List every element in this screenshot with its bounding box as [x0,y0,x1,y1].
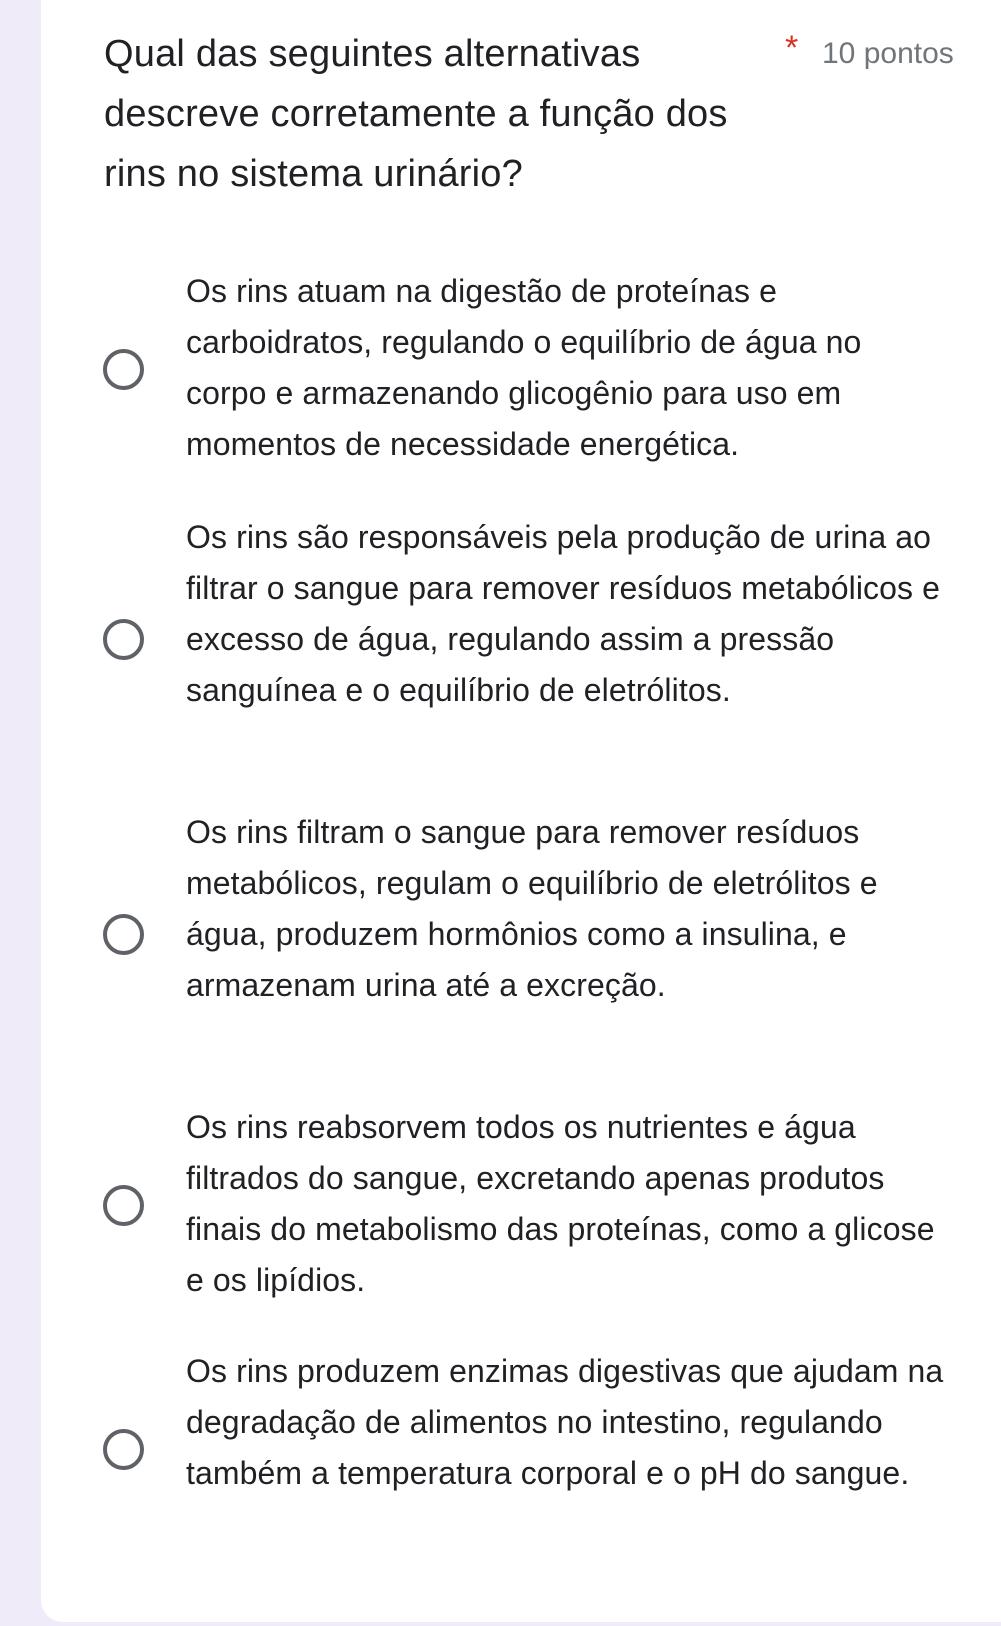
answer-option-5[interactable] [0,1346,1001,1556]
radio-button-4[interactable] [103,1185,144,1226]
radio-button-2[interactable] [103,619,144,660]
answer-option-1[interactable] [0,266,1001,476]
required-asterisk: * [785,29,799,67]
radio-button-3[interactable] [103,914,144,955]
points-label: 10 pontos [822,37,954,70]
answer-option-label-2: Os rins são responsáveis pela produção de urina ao filtrar o sangue para remover resíduos metabólicos e excesso de água, regulando assim a pressão sanguínea e o equilíbrio de eletrólitos. [186,519,941,708]
answer-option-3[interactable] [0,807,1001,1067]
radio-button-5[interactable] [103,1429,144,1470]
answer-option-2[interactable] [0,512,1001,772]
answer-option-label-3: Os rins filtram o sangue para remover resíduos metabólicos, regulam o equilíbrio de eletrólitos e água, produzem hormônios como a insulina, e armazenam urina até a excreção. [186,814,878,1003]
question-title: Qual das seguintes alternativas descreve corretamente a função dos rins no sistema urinário? [104,33,728,195]
answer-option-4[interactable] [0,1102,1001,1312]
answer-option-label-5: Os rins produzem enzimas digestivas que ajudam na degradação de alimentos no intestino, regulando também a temperatura corporal e o pH do sangue. [186,1353,944,1491]
radio-button-1[interactable] [103,349,144,390]
answer-option-label-1: Os rins atuam na digestão de proteínas e carboidratos, regulando o equilíbrio de água no corpo e armazenando glicogênio para uso em momentos de necessidade energética. [186,273,862,462]
answer-option-label-4: Os rins reabsorvem todos os nutrientes e água filtrados do sangue, excretando apenas produtos finais do metabolismo das proteínas, como a glicose e os lipídios. [186,1109,935,1298]
